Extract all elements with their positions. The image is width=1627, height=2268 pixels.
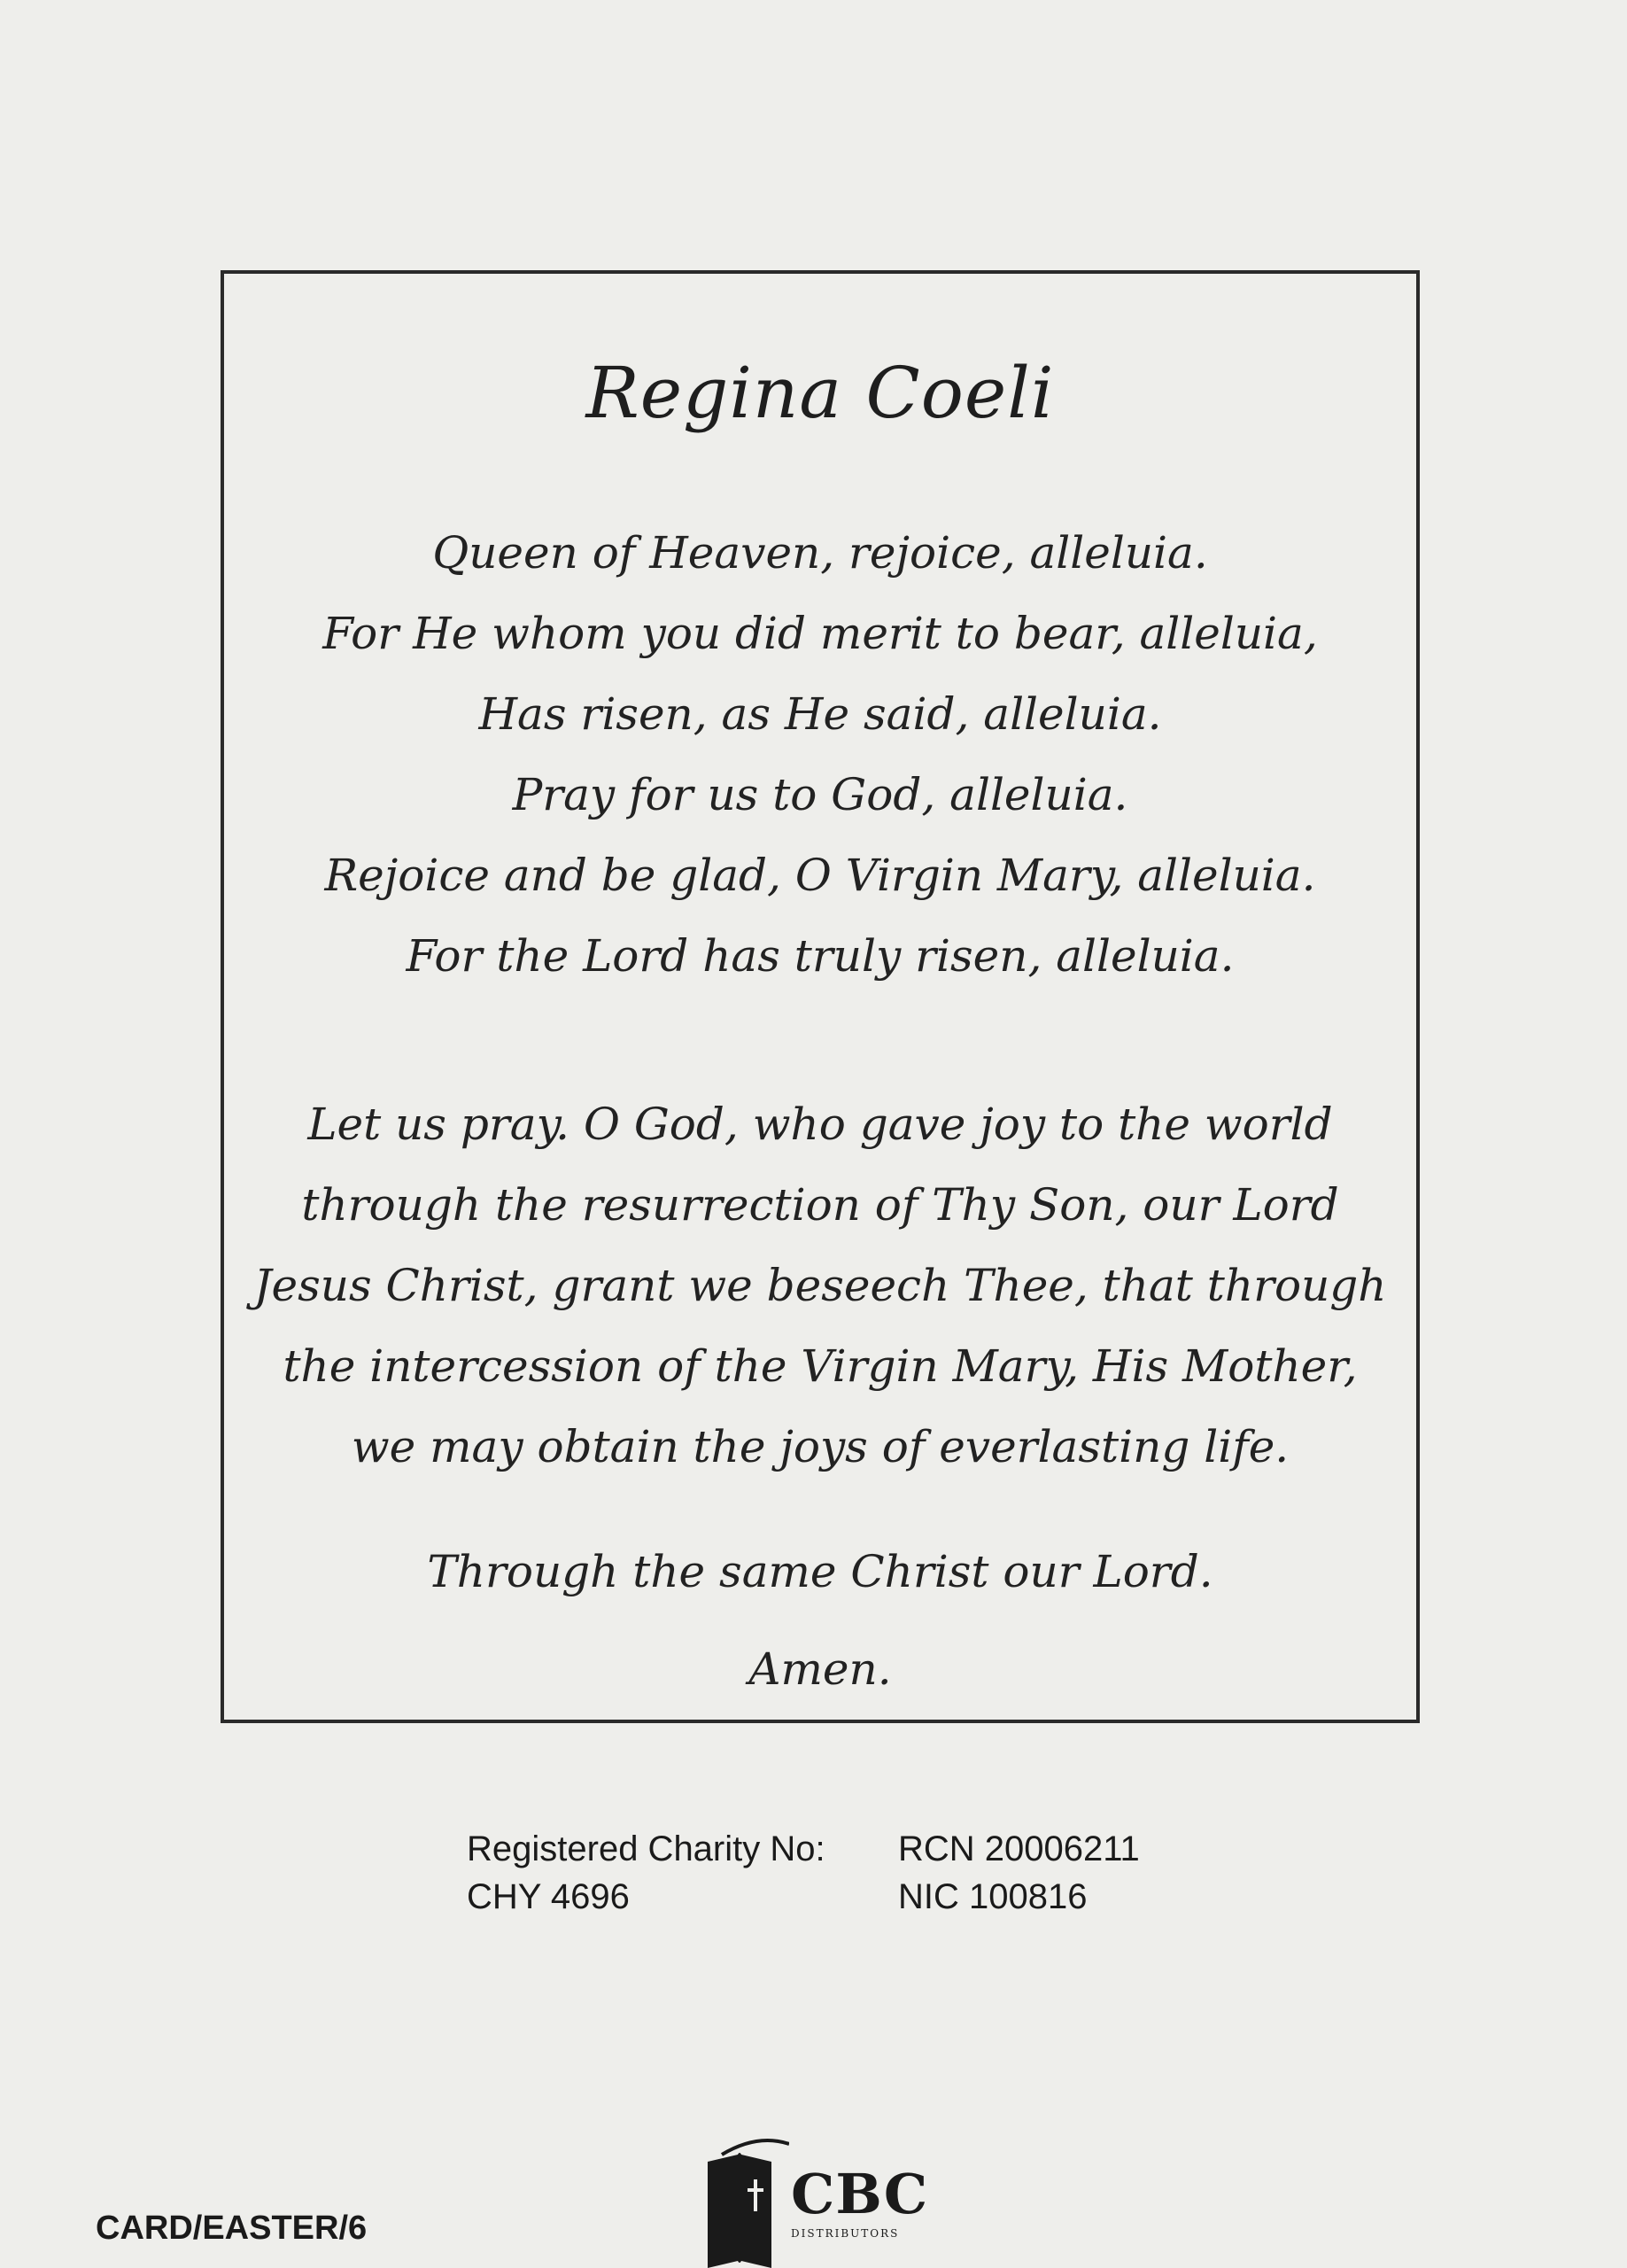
prayer-stanza-2: [224, 1084, 1416, 1487]
prayer-line: Jesus Christ, grant we beseech Thee, that through: [253, 1260, 1387, 1311]
cbc-logo: [704, 2135, 929, 2268]
prayer-line: Pray for us to God, alleluia.: [512, 769, 1128, 820]
charity-rcn-number: RCN 20006211: [898, 1829, 1140, 1868]
prayer-line: For the Lord has truly risen, alleluia.: [406, 930, 1235, 982]
charity-chy-number: CHY 4696: [467, 1877, 630, 1916]
charity-registered-label: Registered Charity No:: [467, 1829, 825, 1868]
prayer-line: Let us pray. O God, who gave joy to the world: [307, 1099, 1333, 1150]
charity-row-2: [467, 1873, 1088, 1921]
prayer-amen-line: Amen.: [748, 1643, 892, 1695]
prayer-line: Rejoice and be glad, O Virgin Mary, alleluia.: [324, 850, 1316, 901]
logo-name: CBC: [791, 2162, 929, 2226]
prayer-frame: [221, 270, 1420, 1723]
card-code: CARD/EASTER/6: [96, 2210, 368, 2247]
prayer-line: we may obtain the joys of everlasting life.: [351, 1421, 1290, 1472]
charity-row-1: [467, 1825, 1140, 1873]
prayer-title: Regina Coeli: [585, 352, 1055, 434]
prayer-line: Queen of Heaven, rejoice, alleluia.: [432, 527, 1208, 579]
prayer-closing: [224, 1532, 1416, 1612]
book-cross-icon: [704, 2135, 789, 2268]
prayer-stanza-1: [224, 513, 1416, 997]
charity-nic-number: NIC 100816: [898, 1877, 1088, 1916]
charity-info: [467, 1825, 1140, 1921]
prayer-closing-line: Through the same Christ our Lord.: [427, 1546, 1213, 1597]
prayer-line: Has risen, as He said, alleluia.: [478, 688, 1162, 740]
prayer-amen: [224, 1629, 1416, 1710]
logo-subtitle: DISTRIBUTORS: [791, 2227, 900, 2240]
prayer-line: the intercession of the Virgin Mary, His Mother,: [283, 1340, 1358, 1392]
prayer-line: through the resurrection of Thy Son, our Lord: [301, 1179, 1339, 1231]
prayer-line: For He whom you did merit to bear, alleluia,: [322, 608, 1318, 659]
